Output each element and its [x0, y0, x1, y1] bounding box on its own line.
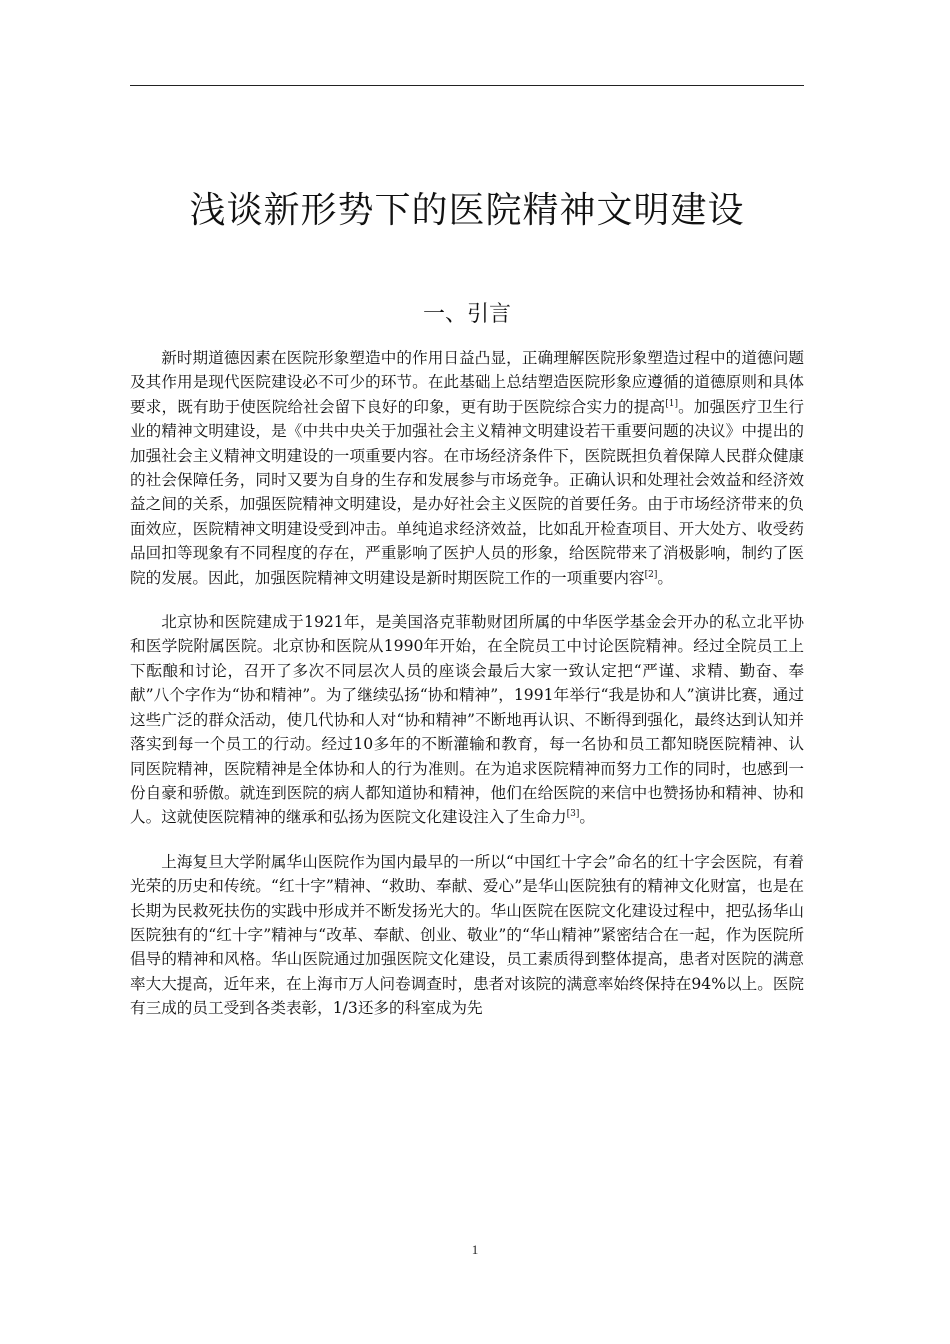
- paragraph-text: 北京协和医院建成于1921年，是美国洛克菲勒财团所属的中华医学基金会开办的私立北平协和医学院附属医院。北京协和医院从1990年开始，在全院员工中讨论医院精神。经过全院员工上下酝酿和讨论，召开了多次不同层次人员的座谈会最后大家一致认定把“严谨、求精、勤奋、奉献”八个字作为“协和精神”。为了继续弘扬“协和精神”，1991年举行“我是协和人”演讲比赛，通过这些广泛的群众活动，使几代协和人对“协和精神”不断地再认识、不断得到强化，最终达到认知并落实到每一个员工的行动。经过10多年的不断灌输和教育，每一名协和员工都知晓医院精神、认同医院精神，医院精神是全体协和人的行为准则。在为追求医院精神而努力工作的同时，也感到一份自豪和骄傲。就连到医院的病人都知道协和精神，他们在给医院的来信中也赞扬协和精神、协和人。这就使医院精神的继承和弘扬为医院文化建设注入了生命力: [130, 613, 804, 827]
- paragraph-text: 新时期道德因素在医院形象塑造中的作用日益凸显，正确理解医院形象塑造过程中的道德问题及其作用是现代医院建设必不可少的环节。在此基础上总结塑造医院形象应遵循的道德原则和具体要求，既有助于使医院给社会留下良好的印象，更有助于医院综合实力的提高: [130, 349, 804, 416]
- paragraph-text: 。: [579, 808, 595, 827]
- citation-ref: [1]: [665, 398, 679, 409]
- paragraph-text: 上海复旦大学附属华山医院作为国内最早的一所以“中国红十字会”命名的红十字会医院，有着光荣的历史和传统。“红十字”精神、“救助、奉献、爱心”是华山医院独有的精神文化财富，也是在长期为民救死扶伤的实践中形成并不断发扬光大的。华山医院在医院文化建设过程中，把弘扬华山医院独有的“红十字”精神与“改革、奉献、创业、敬业”的“华山精神”紧密结合在一起，作为医院所倡导的精神和风格。华山医院通过加强医院文化建设，员工素质得到整体提高，患者对医院的满意率大大提高，近年来，在上海市万人问卷调查时，患者对该院的满意率始终保持在94%以上。医院有三成的员工受到各类表彰，1/3还多的科室成为先: [130, 852, 805, 1018]
- citation-ref: [2]: [644, 569, 658, 580]
- paragraph-3: [130, 850, 804, 1021]
- document-body: [130, 346, 804, 1041]
- citation-ref: [3]: [566, 809, 580, 820]
- section-heading: 一、引言: [422, 302, 511, 327]
- paragraph-2: [130, 610, 804, 830]
- paragraph-text: 。: [657, 568, 673, 587]
- paragraph-1: [130, 346, 804, 590]
- header-rule: [130, 85, 804, 86]
- document-title: 浅谈新形势下的医院精神文明建设: [189, 190, 745, 231]
- page-number: 1: [471, 1242, 479, 1257]
- paragraph-text: 。加强医疗卫生行业的精神文明建设，是《中共中央关于加强社会主义精神文明建设若干重要问题的决议》中提出的加强社会主义精神文明建设的一项重要内容。在市场经济条件下，医院既担负着保障人民群众健康的社会保障任务，同时又要为自身的生存和发展参与市场竞争。正确认识和处理社会效益和经济效益之间的关系，加强医院精神文明建设，是办好社会主义医院的首要任务。由于市场经济带来的负面效应，医院精神文明建设受到冲击。单纯追求经济效益，比如乱开检查项目、开大处方、收受药品回扣等现象有不同程度的存在，严重影响了医护人员的形象，给医院带来了消极影响，制约了医院的发展。因此，加强医院精神文明建设是新时期医院工作的一项重要内容: [130, 397, 804, 587]
